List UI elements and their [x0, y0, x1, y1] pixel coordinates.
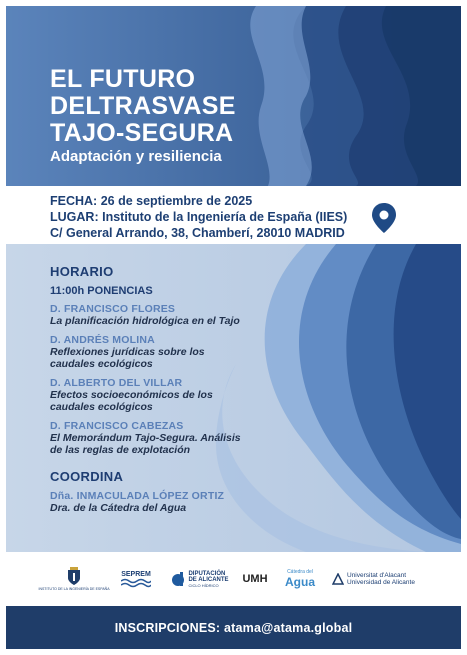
title-line-2: DELTRASVASE: [50, 92, 236, 120]
date-value: 26 de septiembre de 2025: [100, 194, 253, 208]
ua-text-2: Universidad de Alicante: [347, 579, 415, 586]
registration-text[interactable]: INSCRIPCIONES: atama@atama.global: [114, 620, 353, 635]
logo-diputacion: [169, 562, 231, 596]
talk-title: caudales ecológicos: [50, 401, 153, 413]
talk-title: Reflexiones jurídicas sobre los: [50, 345, 205, 358]
coordinator-role: Dra. de la Cátedra del Agua: [50, 501, 187, 514]
waves-icon: [121, 578, 151, 588]
speaker-name: D. ALBERTO DEL VILLAR: [50, 376, 183, 389]
venue-line: [50, 210, 347, 224]
event-subtitle: Adaptación y resiliencia: [50, 148, 222, 165]
logo-universidad-alicante: [332, 562, 432, 596]
logo-iie: [38, 562, 110, 596]
logo-catedra-agua: [278, 562, 322, 596]
ua-text-1: Universitat d'Alacant: [347, 572, 407, 579]
ua-mark-icon: [332, 573, 344, 585]
diputacion-text-2: DE ALICANTE: [188, 576, 229, 583]
talk-title: caudales ecológicos: [50, 358, 153, 370]
event-title: [50, 66, 236, 147]
diputacion-text-3: CICLO HÍDRICO: [188, 582, 219, 588]
date-line: [50, 194, 252, 208]
speaker-name: D. FRANCISCO FLORES: [50, 303, 176, 315]
talk-title: Efectos socioeconómicos de los: [50, 388, 213, 401]
speaker-name: D. ANDRÉS MOLINA: [50, 333, 155, 346]
location-pin-icon: [370, 202, 398, 236]
umh-text: UMH: [242, 573, 268, 585]
seprem-text: SEPREM: [121, 570, 151, 578]
address-line: C/ General Arrando, 38, Chamberí, 28010 MADRID: [50, 226, 345, 240]
crest-icon: [66, 567, 82, 587]
diputacion-mark-icon: [171, 570, 185, 588]
sponsor-logos: [6, 552, 461, 606]
talk-title: El Memorándum Tajo-Segura. Análisis: [50, 431, 241, 444]
venue-value: Instituto de la Ingeniería de España (IIES): [102, 210, 348, 224]
schedule: [50, 264, 310, 514]
agua-text-main: Agua: [285, 575, 315, 589]
date-label: FECHA:: [50, 194, 98, 208]
coordinator-heading: COORDINA: [50, 468, 124, 484]
hero-banner: [6, 6, 461, 186]
coordinator-name: Dña. INMACULADA LÓPEZ ORTIZ: [50, 489, 225, 502]
poster: [6, 6, 461, 649]
speaker-name: D. FRANCISCO CABEZAS: [50, 419, 184, 432]
registration-footer: [6, 606, 461, 649]
talk-title: de las reglas de explotación: [50, 444, 191, 456]
diputacion-text-1: DIPUTACIÓN: [188, 570, 226, 577]
schedule-heading: HORARIO: [50, 264, 114, 279]
logo-seprem: [116, 562, 156, 596]
schedule-time: 11:00h PONENCIAS: [50, 285, 153, 297]
venue-label: LUGAR:: [50, 210, 99, 224]
logo-umh: [240, 562, 270, 596]
agua-text-top: Cátedra del: [287, 569, 313, 575]
iie-text: INSTITUTO DE LA INGENIERÍA DE ESPAÑA: [38, 587, 110, 591]
talk-title: La planificación hidrológica en el Tajo: [50, 315, 240, 327]
title-line-3: TAJO-SEGURA: [50, 119, 234, 147]
title-line-1: EL FUTURO: [50, 65, 196, 93]
